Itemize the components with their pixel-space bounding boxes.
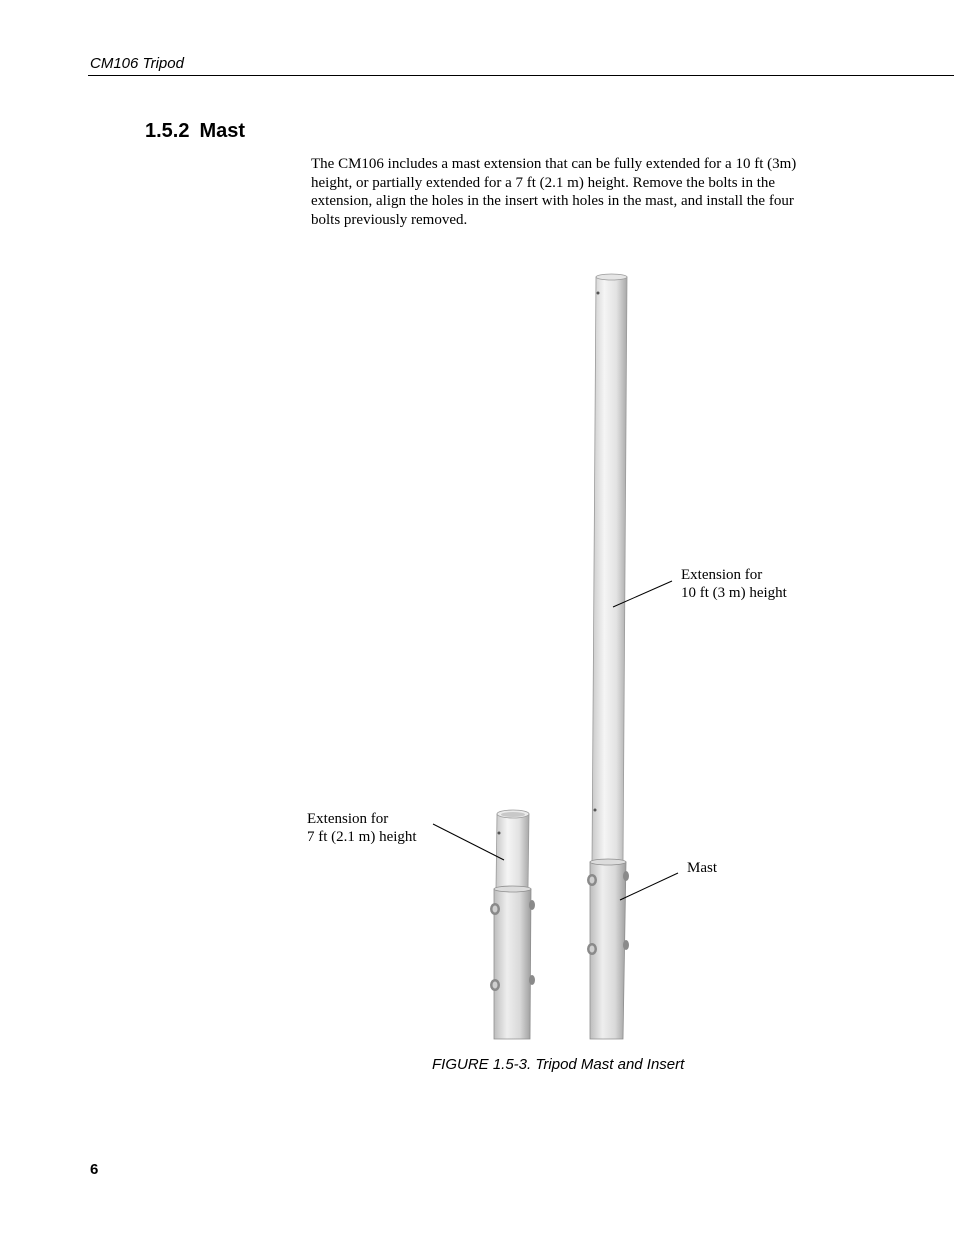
extension-10ft-top bbox=[596, 274, 627, 280]
section-title: Mast bbox=[199, 120, 246, 142]
callout-mast: Mast bbox=[687, 860, 717, 876]
extension-7ft-opening bbox=[501, 812, 525, 817]
extension-10ft-hole bbox=[594, 809, 597, 812]
extension-7ft-hole bbox=[498, 832, 501, 835]
section-number: 1.5.2 bbox=[145, 120, 190, 142]
callout-extension-7ft bbox=[307, 811, 417, 846]
bolt-icon bbox=[587, 943, 597, 955]
callout-line: 7 ft (2.1 m) height bbox=[307, 828, 417, 845]
mast-pipe bbox=[494, 889, 531, 1039]
figure-caption: FIGURE 1.5-3. Tripod Mast and Insert bbox=[432, 1056, 685, 1073]
bolt-icon bbox=[490, 903, 500, 915]
extension-10ft-hole bbox=[597, 292, 600, 295]
callout-line: Extension for bbox=[307, 811, 389, 827]
bolt-icon bbox=[529, 900, 535, 910]
callout-line: 10 ft (3 m) height bbox=[681, 584, 787, 601]
bolt-icon bbox=[529, 975, 535, 985]
extension-7ft-pipe bbox=[496, 814, 529, 889]
bolt-icon bbox=[587, 874, 597, 886]
callout-extension-10ft bbox=[681, 567, 787, 602]
mast-10ft-assembly bbox=[587, 274, 629, 1039]
page-number: 6 bbox=[90, 1161, 99, 1178]
leader-line-ext-7ft bbox=[433, 824, 504, 860]
bolt-icon bbox=[623, 871, 629, 881]
body-paragraph: The CM106 includes a mast extension that can be fully extended for a 10 ft (3m) height, or partially extended for a 7 ft (2.1 m) height. Remove the bolts in the extension, align the holes in the insert with holes in the mast, and install the four bolts previously removed. bbox=[311, 156, 797, 228]
running-header: CM106 Tripod bbox=[90, 55, 184, 72]
callout-line: Extension for bbox=[681, 567, 763, 583]
bolt-icon bbox=[490, 979, 500, 991]
mast-7ft-assembly bbox=[490, 810, 535, 1039]
mast-collar bbox=[494, 886, 531, 892]
bolt-icon bbox=[623, 940, 629, 950]
extension-10ft-pipe bbox=[592, 277, 627, 862]
mast-collar bbox=[590, 859, 626, 865]
